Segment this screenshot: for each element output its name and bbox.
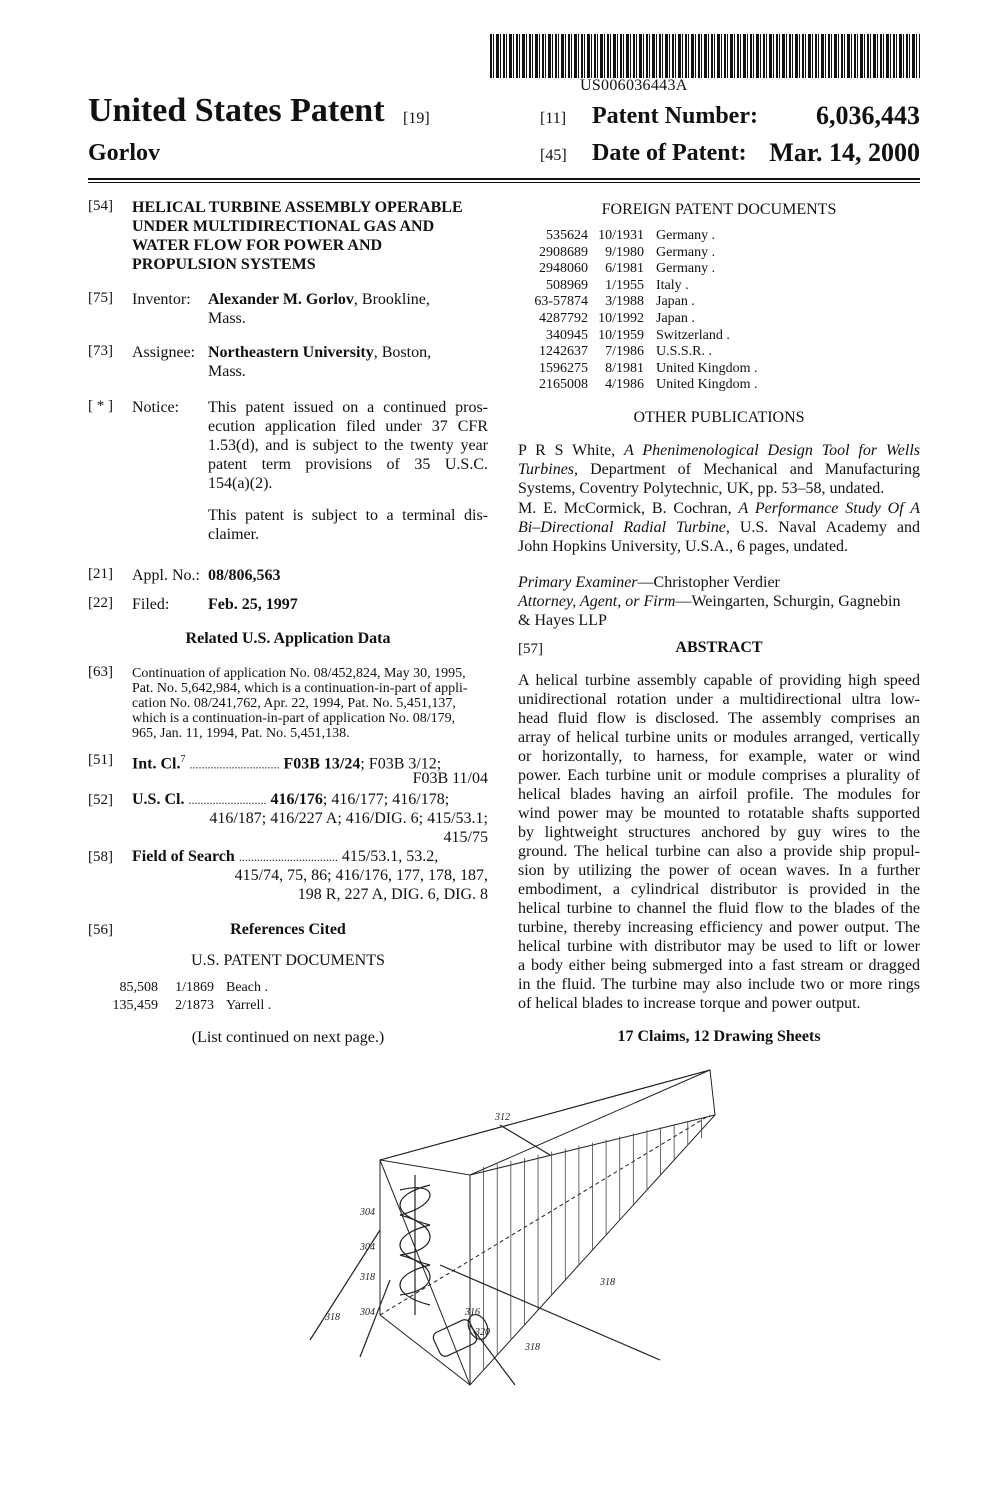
search-line3: 198 R, 227 A, DIG. 6, DIG. 8 bbox=[297, 886, 488, 903]
foreign-doc-date: 6/1981 bbox=[605, 261, 644, 277]
ref-label: 312 bbox=[495, 1112, 510, 1123]
us-docs-heading: U.S. PATENT DOCUMENTS bbox=[191, 952, 385, 969]
foreign-docs-heading: FOREIGN PATENT DOCUMENTS bbox=[601, 201, 837, 218]
ref-label: 318 bbox=[360, 1272, 375, 1283]
publication-1-line3: Systems, Coventry Polytechnic, UK, pp. 53–58, undated. bbox=[518, 480, 885, 497]
notice-text bbox=[208, 398, 488, 493]
attorney-name: —Weingarten, Schurgin, Gagnebin bbox=[675, 593, 901, 610]
refs-heading: References Cited bbox=[230, 921, 346, 938]
us-doc-row bbox=[88, 980, 268, 997]
abstract-line: embodiment, a cylindrical distributor is provided in the bbox=[518, 881, 920, 898]
foreign-doc-country: United Kingdom . bbox=[656, 360, 758, 376]
publication-1 bbox=[518, 441, 920, 498]
abstract-line: sion by utilizing the power of ocean waves. In a further bbox=[518, 862, 920, 879]
intcl-secondary: ; F03B 3/12; bbox=[360, 755, 442, 773]
notice-terminal-line: claimer. bbox=[208, 526, 260, 543]
intcl-label: Int. Cl. bbox=[132, 755, 181, 773]
abstract-line: a body either being submerged into a fast stream or dragged bbox=[518, 957, 920, 974]
foreign-doc-number: 1242637 bbox=[539, 344, 588, 360]
inventor-location: , Brookline, bbox=[353, 291, 430, 308]
pub1-authors: P R S White, bbox=[518, 442, 624, 459]
foreign-doc-country: Germany . bbox=[656, 244, 716, 260]
date-code: [45] bbox=[540, 147, 567, 164]
pub1-title: A Phenimenological Design Tool for Wells bbox=[624, 442, 920, 459]
inventor-code: [75] bbox=[88, 290, 113, 306]
continuation-line: cation No. 08/241,762, Apr. 22, 1994, Pat. No. 5,451,137, bbox=[132, 696, 456, 711]
patent-number-code: [11] bbox=[540, 110, 567, 127]
foreign-doc-country: U.S.S.R. . bbox=[656, 344, 713, 360]
intcl-main: F03B 13/24 bbox=[283, 755, 361, 773]
foreign-doc-row bbox=[518, 328, 758, 345]
attorney-line1 bbox=[518, 592, 920, 611]
pub2-title-cont: Bi–Directional Radial Turbine bbox=[518, 519, 726, 536]
foreign-doc-row bbox=[518, 311, 758, 328]
date-label: Date of Patent: bbox=[592, 140, 747, 166]
assignee-name: Northeastern University bbox=[208, 344, 374, 361]
foreign-doc-number: 340945 bbox=[546, 327, 588, 343]
appl-number: 08/806,563 bbox=[208, 567, 281, 584]
continuation-line: 965, Jan. 11, 1994, Pat. No. 5,451,138. bbox=[132, 726, 350, 741]
foreign-doc-date: 9/1980 bbox=[605, 244, 644, 260]
abstract-line: or horizontally, to harness, for example, water or wind bbox=[518, 748, 920, 765]
examiner-label: Primary Examiner bbox=[518, 574, 638, 591]
abstract-line: in the fluid. The turbine may also include two or more rings bbox=[518, 976, 920, 993]
ref-label: 318 bbox=[525, 1342, 540, 1353]
ref-label: 304 bbox=[360, 1207, 375, 1218]
foreign-doc-date: 7/1986 bbox=[605, 344, 644, 360]
abstract-line: head fluid flow is disclosed. The assembly comprises an bbox=[518, 710, 920, 727]
us-doc-date: 2/1873 bbox=[175, 998, 214, 1013]
abstract-code: [57] bbox=[518, 641, 543, 657]
foreign-doc-country: Germany . bbox=[656, 261, 716, 277]
ref-label: 318 bbox=[600, 1277, 615, 1288]
inventor-name: Alexander M. Gorlov bbox=[208, 291, 354, 308]
foreign-doc-date: 4/1986 bbox=[605, 377, 644, 393]
header-rule bbox=[88, 178, 920, 180]
patent-number: 6,036,443 bbox=[816, 101, 920, 130]
continuation-line: Pat. No. 5,642,984, which is a continuation-in-part of appli- bbox=[132, 681, 468, 696]
abstract-line: helical turbine with distributor may be used to lift or lower bbox=[518, 938, 920, 955]
module-array-outline bbox=[380, 1070, 715, 1385]
filed-label: Filed: bbox=[132, 596, 170, 613]
patent-number-label: Patent Number: bbox=[592, 103, 758, 129]
notice-line: ecution application filed under 37 CFR bbox=[208, 418, 488, 435]
foreign-doc-row bbox=[518, 228, 758, 245]
notice-code: [ * ] bbox=[88, 398, 113, 414]
publication-1-line1 bbox=[518, 441, 920, 460]
turbine-assembly-drawing bbox=[290, 1065, 730, 1405]
ref-label: 304 bbox=[360, 1242, 375, 1253]
uscl-code: [52] bbox=[88, 792, 113, 808]
guy-wire bbox=[360, 1280, 390, 1357]
us-doc-name: Beach . bbox=[226, 980, 268, 995]
foreign-doc-number: 535624 bbox=[546, 228, 588, 243]
foreign-doc-number: 2908689 bbox=[539, 244, 588, 260]
ref-label: 320 bbox=[475, 1327, 490, 1338]
abstract-text bbox=[518, 671, 920, 1013]
examiner-name: —Christopher Verdier bbox=[637, 574, 780, 591]
list-continued-note: (List continued on next page.) bbox=[191, 1029, 385, 1046]
notice-line: 154(a)(2). bbox=[208, 475, 273, 492]
notice-line: patent term provisions of 35 U.S.C. bbox=[208, 456, 488, 473]
abstract-line: turbine, thereby increasing efficiency and power output. The bbox=[518, 919, 920, 936]
assignee-state: Mass. bbox=[208, 363, 246, 380]
pub2-source: , U.S. Naval Academy and bbox=[725, 519, 921, 536]
abstract-line: wind power may be mounted to rotatable shafts supported bbox=[518, 805, 920, 822]
pub1-source: , Department of Mechanical and Manufacturing bbox=[574, 461, 920, 478]
inventor-label: Inventor: bbox=[132, 291, 191, 308]
abstract-heading: ABSTRACT bbox=[675, 639, 763, 656]
refs-code: [56] bbox=[88, 922, 113, 938]
appl-code: [21] bbox=[88, 566, 113, 582]
uscl-dots: .......................... bbox=[188, 793, 267, 807]
notice-line: 1.53(d), and is subject to the twenty year bbox=[208, 437, 488, 454]
foreign-doc-country: Switzerland . bbox=[656, 327, 730, 343]
foreign-doc-date: 10/1959 bbox=[598, 327, 644, 343]
header-rule-thin bbox=[88, 182, 920, 183]
foreign-doc-date: 1/1955 bbox=[605, 277, 644, 293]
foreign-doc-country: Germany . bbox=[656, 228, 716, 243]
abstract-line: ground. The helical turbine can also a provide ship propul- bbox=[518, 843, 920, 860]
abstract-line: helical turbine to channel the fluid flow to the blades of the bbox=[518, 900, 920, 917]
assignee-label: Assignee: bbox=[132, 344, 196, 361]
pub2-authors: M. E. McCormick, B. Cochran, bbox=[518, 500, 739, 517]
continuation-line: Continuation of application No. 08/452,824, May 30, 1995, bbox=[132, 666, 466, 681]
barcode bbox=[490, 34, 920, 78]
uscl-line bbox=[132, 790, 488, 810]
notice-line: This patent issued on a continued pros- bbox=[208, 399, 488, 416]
us-doc-number: 85,508 bbox=[119, 980, 158, 995]
patent-type-title: United States Patent bbox=[88, 92, 385, 129]
foreign-doc-number: 2165008 bbox=[539, 377, 588, 393]
invention-title-line: HELICAL TURBINE ASSEMBLY OPERABLE bbox=[132, 199, 463, 216]
publication-2 bbox=[518, 499, 920, 556]
foreign-doc-number: 508969 bbox=[546, 277, 588, 293]
other-publications-heading: OTHER PUBLICATIONS bbox=[633, 409, 805, 426]
notice-terminal bbox=[208, 506, 488, 544]
foreign-docs-table bbox=[518, 228, 758, 394]
foreign-doc-number: 2948060 bbox=[539, 261, 588, 277]
foreign-doc-country: United Kingdom . bbox=[656, 377, 758, 393]
foreign-doc-row bbox=[518, 245, 758, 262]
us-doc-name: Yarrell . bbox=[226, 998, 272, 1013]
inventor-entry bbox=[208, 290, 430, 309]
foreign-doc-number: 63-57874 bbox=[534, 294, 588, 310]
us-doc-date: 1/1869 bbox=[175, 980, 214, 995]
continuation-code: [63] bbox=[88, 664, 113, 680]
foreign-doc-row bbox=[518, 278, 758, 295]
assignee-code: [73] bbox=[88, 343, 113, 359]
ref-label: 316 bbox=[465, 1307, 480, 1318]
intcl-line2: F03B 11/04 bbox=[412, 770, 488, 787]
attorney-label: Attorney, Agent, or Firm bbox=[518, 593, 676, 610]
foreign-doc-number: 4287792 bbox=[539, 310, 588, 326]
foreign-doc-row bbox=[518, 294, 758, 311]
claims-summary: 17 Claims, 12 Drawing Sheets bbox=[617, 1028, 821, 1045]
abstract-line: A helical turbine assembly capable of providing high speed bbox=[518, 672, 920, 689]
search-dots: ................................. bbox=[238, 850, 338, 864]
uscl-line2: 416/187; 416/227 A; 416/DIG. 6; 415/53.1; bbox=[209, 810, 488, 827]
assignee-entry bbox=[208, 343, 431, 362]
title-code: [19] bbox=[403, 110, 430, 127]
abstract-line: helical blades having an airfoil profile. The modules for bbox=[518, 786, 920, 803]
ref-label: 318 bbox=[325, 1312, 340, 1323]
attorney bbox=[518, 592, 920, 630]
foreign-doc-number: 1596275 bbox=[539, 360, 588, 376]
search-classes: 415/53.1, 53.2, bbox=[341, 848, 439, 865]
uscl-main: 416/176 bbox=[270, 791, 323, 808]
invention-title-line: UNDER MULTIDIRECTIONAL GAS AND bbox=[132, 218, 435, 235]
ref-label: 304 bbox=[360, 1307, 375, 1318]
pub1-title-cont: Turbines bbox=[518, 461, 575, 478]
publication-1-line2 bbox=[518, 460, 920, 479]
publication-2-line3: John Hopkins University, U.S.A., 6 pages, undated. bbox=[518, 538, 849, 555]
us-doc-row bbox=[88, 998, 271, 1015]
notice-label: Notice: bbox=[132, 399, 180, 416]
patent-date: Mar. 14, 2000 bbox=[769, 138, 920, 167]
filed-date: Feb. 25, 1997 bbox=[208, 596, 298, 613]
foreign-doc-country: Japan . bbox=[656, 310, 695, 326]
intcl-dots: .............................. bbox=[189, 757, 280, 772]
abstract-line: of helical blades to increase torque and power output. bbox=[518, 995, 861, 1012]
search-line2: 415/74, 75, 86; 416/176, 177, 178, 187, bbox=[234, 867, 488, 884]
foreign-doc-date: 10/1931 bbox=[598, 228, 644, 243]
abstract-line: by lightweight structures anchored by guy wires to the bbox=[518, 824, 920, 841]
filed-code: [22] bbox=[88, 595, 113, 611]
inventor-surname: Gorlov bbox=[88, 140, 160, 166]
uscl-label: U.S. Cl. bbox=[132, 791, 185, 808]
intcl-superscript: 7 bbox=[180, 754, 186, 765]
foreign-doc-date: 3/1988 bbox=[605, 294, 644, 310]
appl-label: Appl. No.: bbox=[132, 567, 200, 584]
search-code: [58] bbox=[88, 849, 113, 865]
us-doc-number: 135,459 bbox=[112, 998, 158, 1013]
assignee-location: , Boston, bbox=[373, 344, 432, 361]
attorney-line2: & Hayes LLP bbox=[518, 612, 607, 629]
foreign-doc-date: 10/1992 bbox=[598, 310, 644, 326]
continuation-text bbox=[132, 666, 488, 741]
uscl-secondary: ; 416/177; 416/178; bbox=[322, 791, 450, 808]
continuation-line: which is a continuation-in-part of application No. 08/179, bbox=[132, 711, 456, 726]
pub2-title: A Performance Study Of A bbox=[738, 500, 921, 517]
publication-2-line1 bbox=[518, 499, 920, 518]
title-field-code: [54] bbox=[88, 198, 113, 214]
invention-title-line: WATER FLOW FOR POWER AND bbox=[132, 237, 383, 254]
abstract-line: power. Each turbine unit or module comprises a plurality of bbox=[518, 767, 920, 784]
abstract-line: array of helical turbine units or modules arranged, vertically bbox=[518, 729, 920, 746]
intcl-code: [51] bbox=[88, 752, 113, 768]
foreign-doc-row bbox=[518, 344, 758, 361]
foreign-doc-country: Japan . bbox=[656, 294, 695, 310]
invention-title bbox=[132, 198, 463, 274]
invention-title-line: PROPULSION SYSTEMS bbox=[132, 256, 316, 273]
foreign-doc-row bbox=[518, 361, 758, 378]
foreign-doc-country: Italy . bbox=[656, 277, 689, 293]
related-heading: Related U.S. Application Data bbox=[185, 630, 391, 647]
uscl-line3: 415/75 bbox=[443, 829, 488, 846]
abstract-line: unidirectional rotation under a multidirectional ultra low- bbox=[518, 691, 920, 708]
foreign-doc-row bbox=[518, 261, 758, 278]
publication-2-line2 bbox=[518, 518, 920, 537]
search-line bbox=[132, 847, 488, 867]
search-label: Field of Search bbox=[132, 848, 235, 865]
document-number: US006036443A bbox=[580, 77, 688, 94]
foreign-doc-row bbox=[518, 377, 758, 394]
notice-terminal-line: This patent is subject to a terminal dis- bbox=[208, 507, 488, 524]
foreign-doc-date: 8/1981 bbox=[605, 360, 644, 376]
generator bbox=[431, 1318, 478, 1358]
inventor-state: Mass. bbox=[208, 310, 246, 327]
primary-examiner bbox=[518, 573, 920, 592]
